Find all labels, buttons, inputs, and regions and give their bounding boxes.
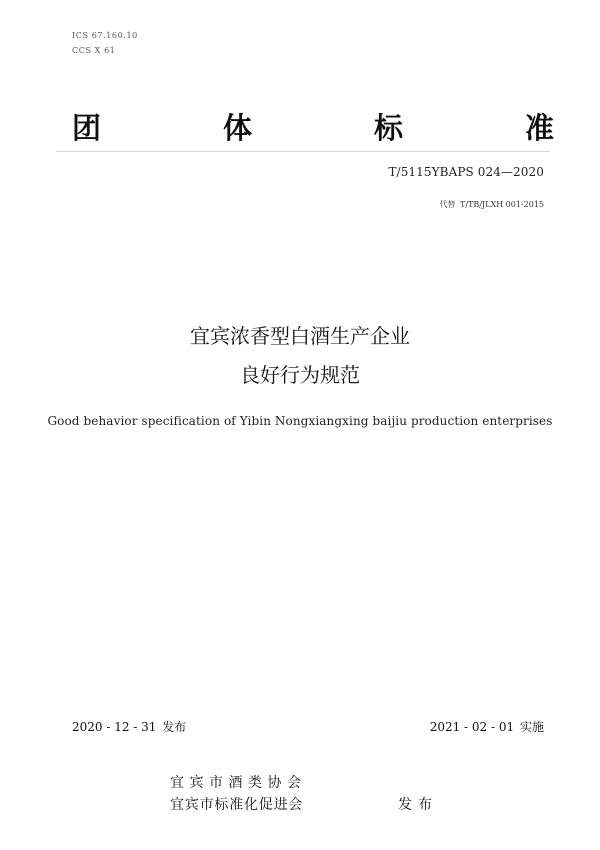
publisher-org-1: 宜宾市酒类协会 xyxy=(170,775,307,791)
replaces-label: 代替 xyxy=(439,200,456,209)
title-cn-line-1: 宜宾浓香型白酒生产企业 xyxy=(190,324,410,348)
standard-number: T/5115YBAPS 024—2020 xyxy=(388,165,544,179)
publish-date-value: 2020 - 12 - 31 xyxy=(72,720,157,734)
implement-date xyxy=(430,718,544,735)
publish-date xyxy=(72,718,186,735)
header-rule xyxy=(56,151,550,152)
replaces-value: T/TB/JLXH 001-2015 xyxy=(459,200,544,209)
publish-date-label: 发布 xyxy=(162,720,187,734)
publisher-org-2: 宜宾市标准化促进会 xyxy=(170,797,304,813)
document-type-char-1: 团 xyxy=(72,111,102,145)
implement-date-label: 实施 xyxy=(519,720,544,734)
publisher-action: 发布 xyxy=(398,797,438,813)
document-type-heading xyxy=(72,111,554,145)
ics-code: ICS 67.160.10 xyxy=(72,31,138,40)
ccs-code: CCS X 61 xyxy=(72,46,116,55)
document-type-char-2: 体 xyxy=(222,111,252,145)
title-cn-line-2: 良好行为规范 xyxy=(240,363,360,387)
document-type-char-4: 准 xyxy=(524,111,554,145)
document-type-char-3: 标 xyxy=(373,111,403,145)
title-en: Good behavior specification of Yibin Nongxiangxing baijiu production enterprises xyxy=(47,414,553,428)
replaces-note xyxy=(439,199,544,210)
implement-date-value: 2021 - 02 - 01 xyxy=(429,720,515,734)
